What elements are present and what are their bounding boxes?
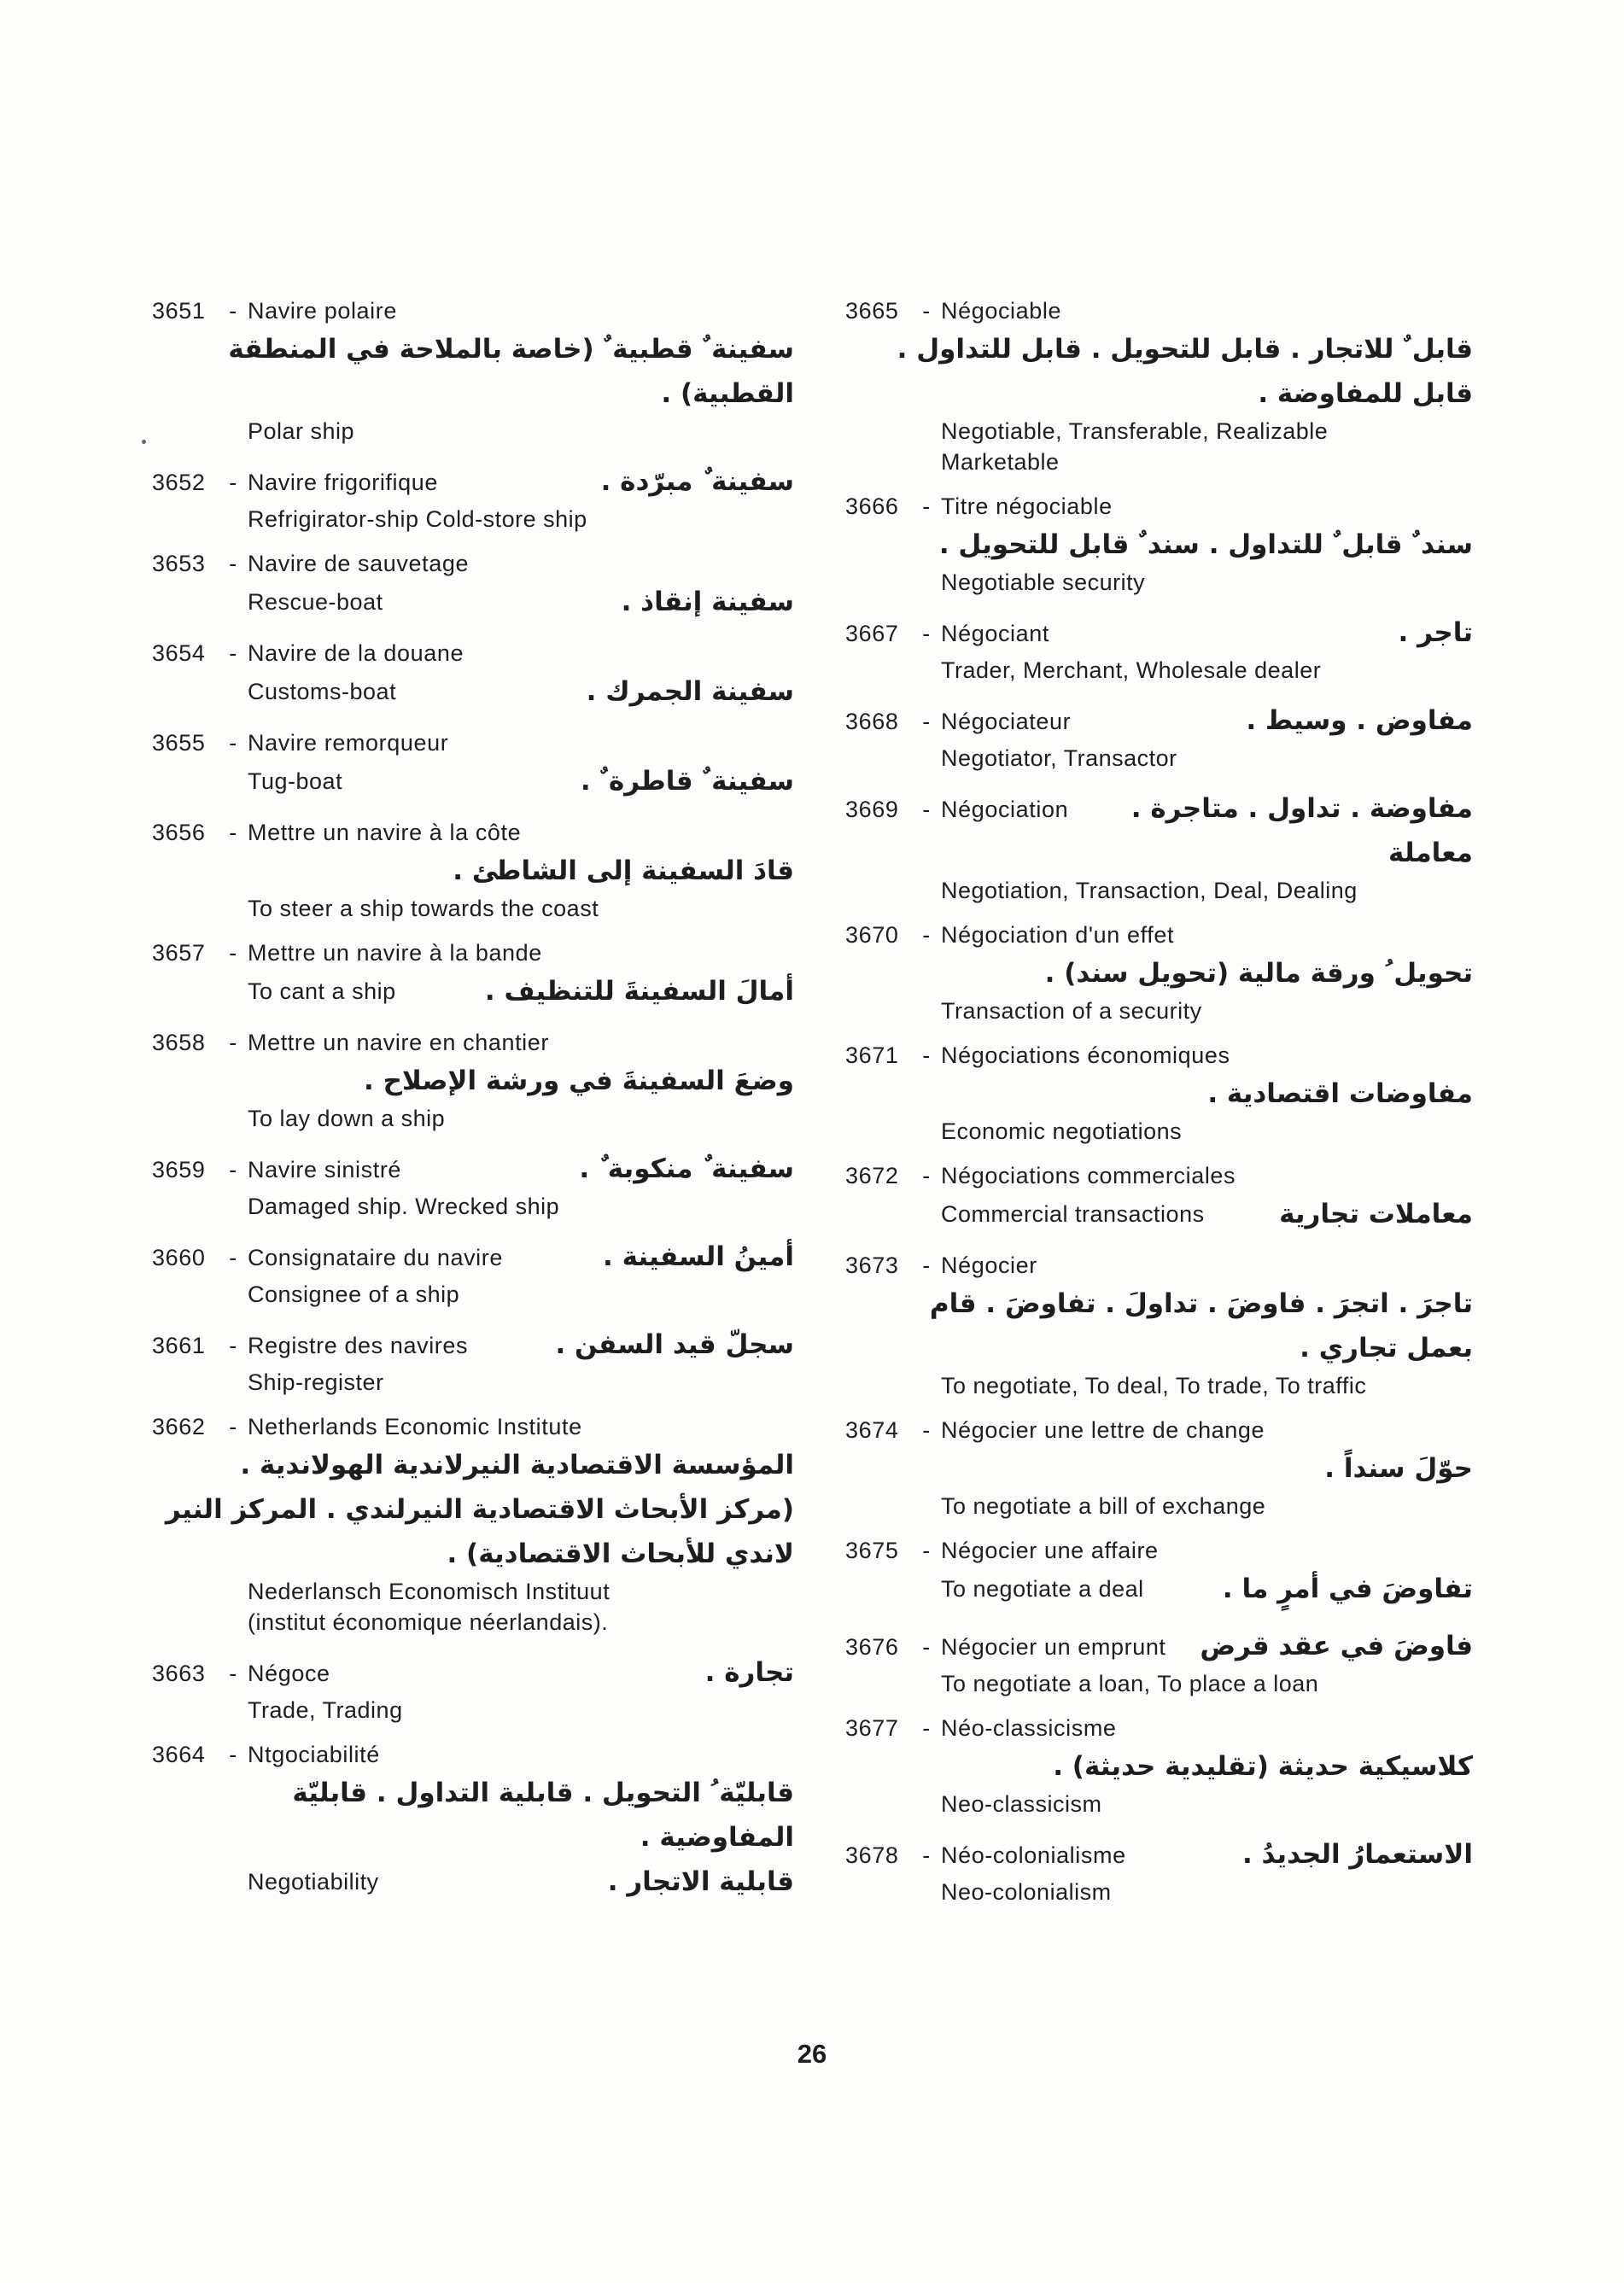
- english-term: Tug-boat: [248, 768, 343, 794]
- dictionary-entry: [152, 547, 794, 624]
- entry-head: [152, 1650, 794, 1695]
- entry-dash: -: [229, 1661, 237, 1686]
- english-term: Marketable: [941, 449, 1060, 475]
- dictionary-entry: [845, 1159, 1473, 1236]
- dictionary-entry: [152, 1738, 794, 1904]
- english-term: Trade, Trading: [248, 1697, 403, 1723]
- entry-head: [152, 816, 794, 849]
- english-term: (institut économique néerlandais).: [248, 1609, 609, 1635]
- entry-number: 3661: [152, 1333, 206, 1358]
- arabic-term: سفينة إنقاذ .: [621, 587, 794, 617]
- dictionary-entry: [152, 295, 794, 447]
- dictionary-entry: [152, 459, 794, 534]
- entry-head: [845, 1249, 1473, 1282]
- entry-head: [152, 1323, 794, 1367]
- french-term: Négociateur: [941, 709, 1072, 734]
- entry-number: 3663: [152, 1661, 206, 1686]
- entry-dash: -: [229, 640, 237, 666]
- arabic-term: مفاوضات اقتصادية .: [1207, 1078, 1473, 1109]
- entry-dash: -: [922, 621, 931, 646]
- dictionary-entry: [845, 1534, 1473, 1611]
- entry-dash: -: [922, 709, 931, 734]
- entry-dash: -: [922, 1715, 931, 1741]
- french-term: Navire de sauvetage: [248, 551, 470, 576]
- french-term: Néo-classicisme: [941, 1715, 1117, 1741]
- dictionary-entry: [845, 490, 1473, 598]
- english-term: Refrigirator-ship Cold-store ship: [248, 506, 587, 532]
- french-term: Ntgociabilité: [248, 1742, 380, 1767]
- entry-number: 3669: [845, 797, 899, 822]
- entry-head: [845, 1624, 1473, 1668]
- arabic-term: (مركز الأبحاث الاقتصادية النيرلندي . المركز النير: [165, 1494, 794, 1525]
- english-term: To steer a ship towards the coast: [248, 896, 599, 921]
- arabic-term: لاندي للأبحاث الاقتصادية) .: [447, 1539, 794, 1569]
- english-term: Negotiable security: [941, 569, 1146, 595]
- left-column: [152, 295, 794, 1917]
- entry-dash: -: [922, 1163, 931, 1188]
- arabic-term: قابلية الاتجار .: [607, 1866, 794, 1897]
- arabic-term: معاملات تجارية: [1279, 1199, 1473, 1229]
- french-term: Navire frigorifique: [248, 470, 438, 495]
- entry-number: 3672: [845, 1163, 899, 1188]
- french-term: Négocier un emprunt: [941, 1634, 1166, 1660]
- dictionary-entry: [845, 698, 1473, 774]
- entry-number: 3664: [152, 1742, 206, 1767]
- dictionary-entry: [845, 610, 1473, 686]
- arabic-term: قابل للمفاوضة .: [1258, 378, 1473, 409]
- entry-number: 3655: [152, 730, 206, 756]
- french-term: Consignataire du navire: [248, 1245, 503, 1270]
- english-term: Commercial transactions: [941, 1200, 1205, 1227]
- arabic-term: تاجر .: [1398, 617, 1473, 648]
- english-term: To negotiate a bill of exchange: [941, 1493, 1266, 1519]
- entry-dash: -: [229, 1030, 237, 1055]
- arabic-term: سفينة ٌ مبرّدة .: [600, 466, 794, 497]
- arabic-term: سفينة ٌ منكوبة ٌ .: [579, 1153, 794, 1184]
- arabic-term: حوّلَ سنداً .: [1324, 1453, 1473, 1484]
- english-arabic-line: [152, 669, 794, 714]
- french-term: Mettre un navire à la bande: [248, 940, 542, 966]
- french-term: Mettre un navire à la côte: [248, 820, 522, 845]
- dictionary-entry: [845, 786, 1473, 906]
- dictionary-entry: [152, 637, 794, 714]
- dictionary-entry: [152, 1147, 794, 1222]
- french-term: Négociant: [941, 621, 1049, 646]
- entry-dash: -: [229, 470, 237, 495]
- entry-number: 3662: [152, 1414, 206, 1439]
- entry-dash: -: [922, 1538, 931, 1563]
- dictionary-entry: [845, 919, 1473, 1026]
- entry-number: 3678: [845, 1842, 899, 1868]
- english-term: Transaction of a security: [941, 998, 1202, 1024]
- entry-number: 3659: [152, 1157, 206, 1182]
- french-term: Négociations commerciales: [941, 1163, 1236, 1188]
- french-term: Négociable: [941, 298, 1062, 324]
- dictionary-entry: [845, 1712, 1473, 1819]
- entry-head: [152, 1738, 794, 1771]
- arabic-term: قابل ٌ للاتجار . قابل للتحويل . قابل للتداول .: [897, 334, 1473, 365]
- english-term: Customs-boat: [248, 678, 397, 704]
- entry-number: 3671: [845, 1042, 899, 1068]
- dictionary-entry: [152, 1026, 794, 1134]
- english-term: Negotiation, Transaction, Deal, Dealing: [941, 878, 1358, 903]
- dictionary-entry: [845, 295, 1473, 477]
- english-term: Damaged ship. Wrecked ship: [248, 1194, 560, 1219]
- english-term: Neo-colonialism: [941, 1879, 1112, 1905]
- entry-number: 3675: [845, 1538, 899, 1563]
- dictionary-entry: [152, 816, 794, 924]
- english-arabic-line: [845, 1567, 1473, 1611]
- entry-number: 3658: [152, 1030, 206, 1055]
- entry-number: 3651: [152, 298, 206, 324]
- arabic-term: مفاوض . وسيط .: [1246, 705, 1473, 736]
- entry-number: 3652: [152, 470, 206, 495]
- entry-number: 3668: [845, 709, 899, 734]
- entry-number: 3653: [152, 551, 206, 576]
- entry-dash: -: [922, 922, 931, 948]
- entry-head: [845, 1039, 1473, 1071]
- page-number: 26: [797, 2039, 827, 2069]
- english-arabic-line: [152, 1860, 794, 1904]
- english-arabic-line: [845, 1192, 1473, 1236]
- entry-number: 3676: [845, 1634, 899, 1660]
- entry-head: [845, 786, 1473, 831]
- french-term: Néo-colonialisme: [941, 1842, 1126, 1868]
- arabic-term: وضعَ السفينةَ في ورشة الإصلاح .: [364, 1066, 794, 1096]
- english-term: To lay down a ship: [248, 1106, 446, 1131]
- english-term: Negotiable, Transferable, Realizable: [941, 418, 1329, 444]
- entry-dash: -: [229, 730, 237, 756]
- entry-head: [845, 1534, 1473, 1567]
- english-arabic-line: [152, 580, 794, 624]
- english-term: To negotiate a loan, To place a loan: [941, 1671, 1319, 1696]
- entry-number: 3677: [845, 1715, 899, 1741]
- entry-dash: -: [922, 1252, 931, 1278]
- dictionary-entry: [845, 1249, 1473, 1401]
- arabic-term: تحويل ُ ورقة مالية (تحويل سند) .: [1044, 958, 1473, 989]
- right-column: [845, 295, 1473, 1920]
- entry-number: 3665: [845, 298, 899, 324]
- french-term: Mettre un navire en chantier: [248, 1030, 549, 1055]
- entry-dash: -: [229, 820, 237, 845]
- arabic-term: المؤسسة الاقتصادية النيرلاندية الهولاندية .: [240, 1450, 794, 1480]
- entry-number: 3673: [845, 1252, 899, 1278]
- arabic-term: سفينة ٌ قاطرة ٌ .: [580, 766, 794, 797]
- french-term: Navire sinistré: [248, 1157, 402, 1182]
- dictionary-entry: [845, 1414, 1473, 1521]
- dictionary-entry: [845, 1039, 1473, 1147]
- entry-dash: -: [922, 797, 931, 822]
- entry-dash: -: [922, 1042, 931, 1068]
- dictionary-entry: [845, 1624, 1473, 1699]
- dictionary-entry: [152, 1650, 794, 1725]
- dictionary-entry: [152, 727, 794, 803]
- entry-dash: -: [922, 1842, 931, 1868]
- scan-speck: [142, 440, 146, 444]
- entry-dash: -: [229, 551, 237, 576]
- entry-head: [845, 490, 1473, 523]
- entry-head: [152, 1410, 794, 1443]
- entry-head: [152, 1026, 794, 1059]
- entry-head: [152, 637, 794, 669]
- arabic-term: أمينُ السفينة .: [603, 1241, 794, 1272]
- entry-dash: -: [922, 1417, 931, 1443]
- arabic-term: تاجرَ . اتجرَ . فاوضَ . تداولَ . تفاوضَ . قام: [929, 1288, 1473, 1319]
- entry-head: [845, 610, 1473, 655]
- english-term: Rescue-boat: [248, 588, 383, 615]
- entry-dash: -: [229, 1157, 237, 1182]
- arabic-term: سند ٌ قابل ٌ للتداول . سند ٌ قابل للتحويل .: [938, 529, 1473, 560]
- french-term: Négocier une affaire: [941, 1538, 1159, 1563]
- entry-head: [845, 1832, 1473, 1877]
- entry-head: [152, 727, 794, 759]
- entry-head: [845, 1712, 1473, 1744]
- entry-dash: -: [229, 1333, 237, 1358]
- english-arabic-line: [152, 969, 794, 1013]
- french-term: Négocier une lettre de change: [941, 1417, 1265, 1443]
- entry-dash: -: [229, 1245, 237, 1270]
- arabic-term: بعمل تجاري .: [1300, 1333, 1473, 1363]
- english-term: Ship-register: [248, 1369, 384, 1395]
- entry-dash: -: [922, 1634, 931, 1660]
- english-term: To cant a ship: [248, 978, 396, 1004]
- entry-dash: -: [229, 940, 237, 966]
- english-term: To negotiate, To deal, To trade, To traffic: [941, 1373, 1367, 1398]
- entry-number: 3670: [845, 922, 899, 948]
- french-term: Navire de la douane: [248, 640, 464, 666]
- entry-head: [845, 1414, 1473, 1446]
- entry-head: [152, 547, 794, 580]
- english-term: Negotiator, Transactor: [941, 745, 1177, 771]
- entry-dash: -: [922, 298, 931, 324]
- entry-number: 3656: [152, 820, 206, 845]
- french-term: Navire remorqueur: [248, 730, 449, 756]
- french-term: Titre négociable: [941, 493, 1113, 519]
- arabic-term: قادَ السفينة إلى الشاطئ .: [453, 855, 794, 886]
- arabic-term: كلاسيكية حديثة (تقليدية حديثة) .: [1053, 1751, 1473, 1782]
- arabic-term: قابليّة ُ التحويل . قابلية التداول . قابليّة المفاوضية .: [292, 1778, 794, 1853]
- entry-head: [152, 1235, 794, 1279]
- arabic-term: فاوضَ في عقد قرض: [1200, 1631, 1473, 1661]
- english-term: Economic negotiations: [941, 1118, 1183, 1144]
- french-term: Négocier: [941, 1252, 1037, 1278]
- dictionary-entry: [845, 1832, 1473, 1907]
- english-term: Neo-classicism: [941, 1791, 1102, 1817]
- dictionary-entry: [152, 1235, 794, 1310]
- arabic-term: معاملة: [1388, 838, 1473, 868]
- dictionary-entry: [152, 1410, 794, 1638]
- english-term: Nederlansch Economisch Instituut: [248, 1579, 610, 1604]
- entry-head: [845, 919, 1473, 951]
- arabic-term: سفينة الجمرك .: [586, 676, 794, 707]
- english-term: Negotiability: [248, 1868, 379, 1895]
- entry-head: [845, 698, 1473, 743]
- arabic-term: أمالَ السفينةَ للتنظيف .: [484, 976, 794, 1007]
- entry-head: [152, 459, 794, 504]
- english-term: Consignee of a ship: [248, 1282, 460, 1307]
- entry-dash: -: [229, 298, 237, 324]
- entry-head: [152, 295, 794, 327]
- english-term: To negotiate a deal: [941, 1575, 1144, 1602]
- arabic-term: سجلّ قيد السفن .: [555, 1329, 794, 1360]
- entry-number: 3660: [152, 1245, 206, 1270]
- french-term: Registre des navires: [248, 1333, 469, 1358]
- entry-number: 3654: [152, 640, 206, 666]
- entry-number: 3657: [152, 940, 206, 966]
- english-term: Trader, Merchant, Wholesale dealer: [941, 657, 1322, 683]
- entry-dash: -: [922, 493, 931, 519]
- arabic-term: الاستعمارُ الجديدُ .: [1241, 1839, 1473, 1870]
- french-term: Négoce: [248, 1661, 330, 1686]
- entry-head: [845, 1159, 1473, 1192]
- arabic-term: تجارة .: [704, 1657, 794, 1688]
- entry-head: [152, 937, 794, 969]
- french-term: Netherlands Economic Institute: [248, 1414, 582, 1439]
- french-term: Négociations économiques: [941, 1042, 1230, 1068]
- dictionary-entry: [152, 937, 794, 1013]
- arabic-term: سفينة ٌ قطبية ٌ (خاصة بالملاحة في المنطقة القطبية) .: [228, 334, 794, 409]
- entry-dash: -: [229, 1742, 237, 1767]
- entry-head: [845, 295, 1473, 327]
- entry-head: [152, 1147, 794, 1191]
- dictionary-entry: [152, 1323, 794, 1398]
- french-term: Négociation: [941, 797, 1069, 822]
- arabic-term: تفاوضَ في أمرٍ ما .: [1222, 1574, 1473, 1604]
- entry-number: 3674: [845, 1417, 899, 1443]
- entry-dash: -: [229, 1414, 237, 1439]
- french-term: Navire polaire: [248, 298, 397, 324]
- french-term: Négociation d'un effet: [941, 922, 1175, 948]
- english-term: Polar ship: [248, 418, 355, 444]
- entry-number: 3666: [845, 493, 899, 519]
- english-arabic-line: [152, 759, 794, 803]
- arabic-term: مفاوضة . تداول . متاجرة .: [1130, 793, 1473, 824]
- entry-number: 3667: [845, 621, 899, 646]
